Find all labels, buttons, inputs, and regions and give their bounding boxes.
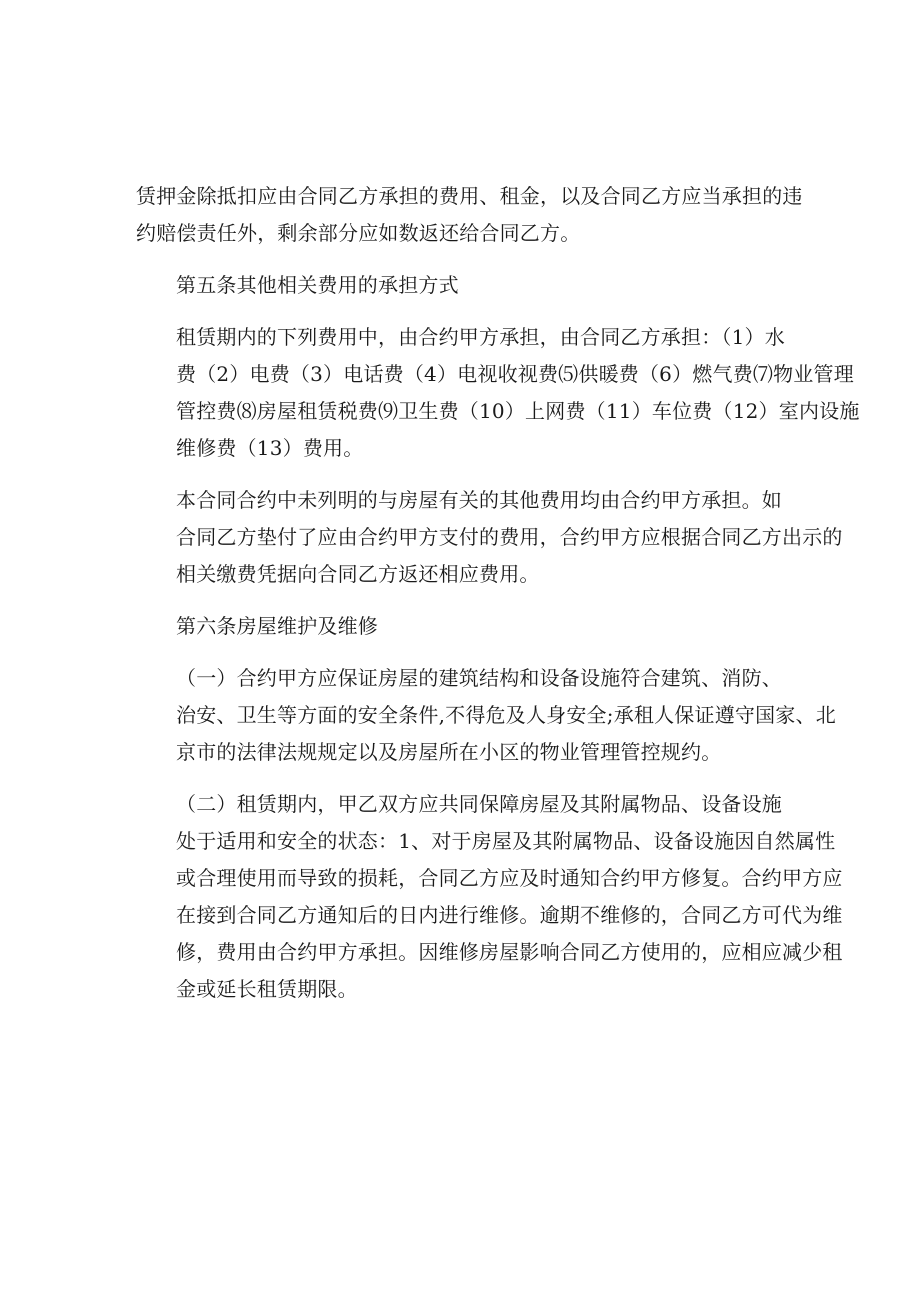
paragraph-deposit-return <box>136 178 803 252</box>
text-line: 管控费⑻房屋租赁税费⑼卫生费（10）上网费（11）车位费（12）室内设施 <box>176 399 860 423</box>
text-line: 第六条房屋维护及维修 <box>176 614 378 638</box>
paragraph-clause-1 <box>136 660 836 771</box>
text-line: 金或延长租赁期限。 <box>176 977 358 1001</box>
heading-article-5 <box>136 267 792 304</box>
heading-article-6 <box>136 608 792 645</box>
text-line: 合同乙方垫付了应由合约甲方支付的费用，合约甲方应根据合同乙方出示的 <box>176 525 843 549</box>
text-line: 相关缴费凭据向合同乙方返还相应费用。 <box>176 562 540 586</box>
text-line: 或合理使用而导致的损耗，合同乙方应及时通知合约甲方修复。合约甲方应 <box>176 866 843 890</box>
text-line: 赁押金除抵扣应由合同乙方承担的费用、租金，以及合同乙方应当承担的违 <box>136 184 803 208</box>
document-body <box>136 178 860 1023</box>
text-line: （一）合约甲方应保证房屋的建筑结构和设备设施符合建筑、消防、 <box>176 666 782 690</box>
text-line: 约赔偿责任外，剩余部分应如数返还给合同乙方。 <box>136 221 581 245</box>
paragraph-fee-list <box>136 319 860 467</box>
text-line: 处于适用和安全的状态：1、对于房屋及其附属物品、设备设施因自然属性 <box>176 829 836 853</box>
text-line: 费（2）电费（3）电话费（4）电视收视费⑸供暖费（6）燃气费⑺物业管理 <box>176 362 854 386</box>
text-line: （二）租赁期内，甲乙双方应共同保障房屋及其附属物品、设备设施 <box>176 792 782 816</box>
text-line: 在接到合同乙方通知后的日内进行维修。逾期不维修的，合同乙方可代为维 <box>176 903 843 927</box>
paragraph-clause-2 <box>136 786 843 1008</box>
text-line: 第五条其他相关费用的承担方式 <box>176 273 459 297</box>
text-line: 维修费（13）费用。 <box>176 436 364 460</box>
paragraph-other-fees <box>136 482 843 593</box>
text-line: 治安、卫生等方面的安全条件,不得危及人身安全;承租人保证遵守国家、北 <box>176 703 836 727</box>
text-line: 修，费用由合约甲方承担。因维修房屋影响合同乙方使用的，应相应减少租 <box>176 940 843 964</box>
text-line: 本合同合约中未列明的与房屋有关的其他费用均由合约甲方承担。如 <box>176 488 782 512</box>
text-line: 租赁期内的下列费用中，由合约甲方承担，由合同乙方承担：（1）水 <box>176 325 785 349</box>
text-line: 京市的法律法规规定以及房屋所在小区的物业管理管控规约。 <box>176 740 722 764</box>
